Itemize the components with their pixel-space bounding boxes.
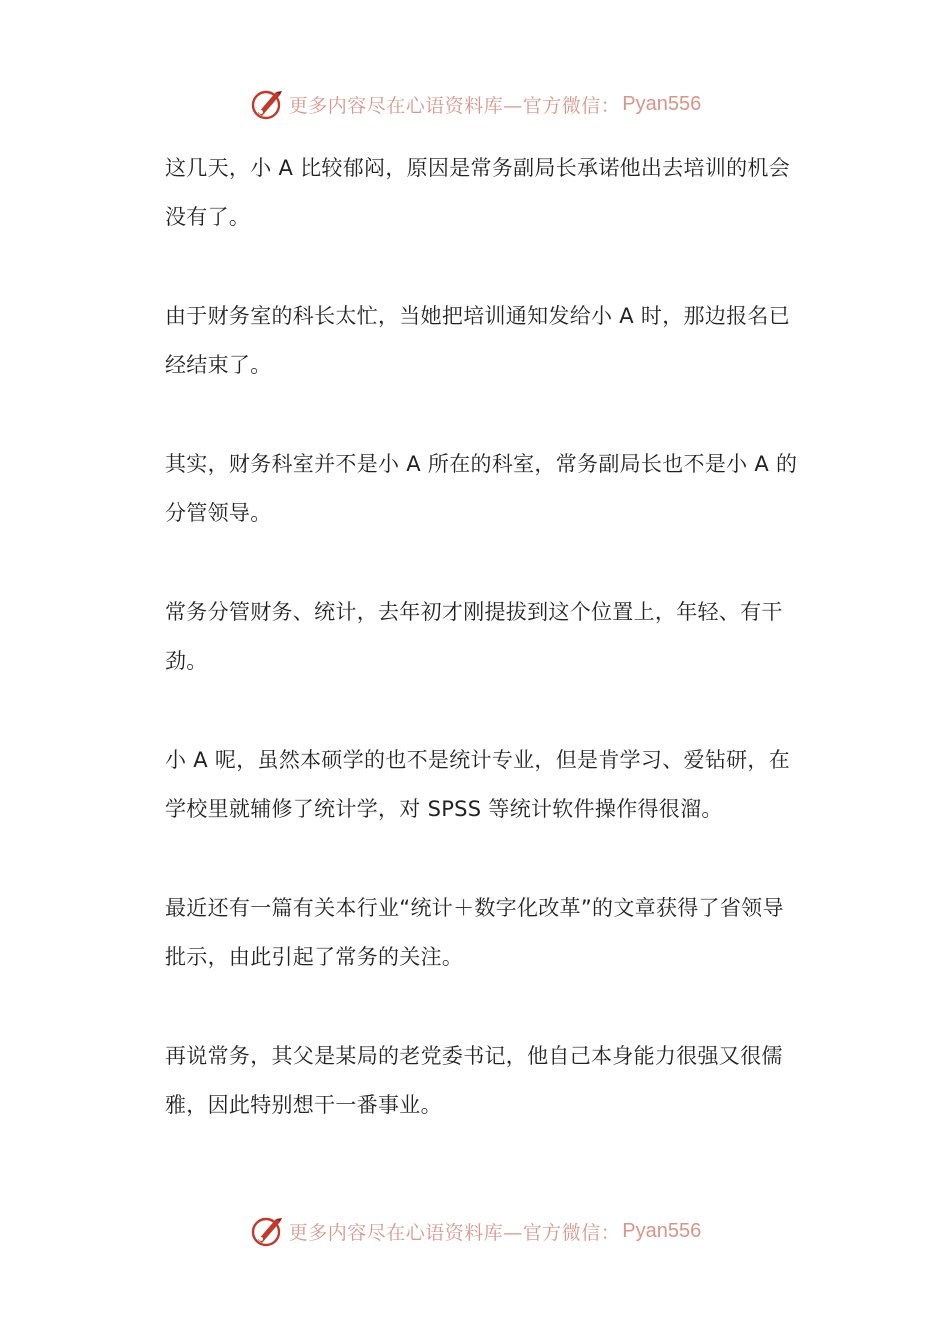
watermark-wechat-id: Pyan556 [622,1219,702,1242]
paragraph-3: 其实，财务科室并不是小 A 所在的科室，常务副局长也不是小 A 的分管领导。 [165,452,798,525]
paragraph-5: 小 A 呢，虽然本硕学的也不是统计专业，但是肯学习、爱钻研，在学校里就辅修了统计学，对 SPSS 等统计软件操作得很溜。 [165,748,791,821]
paragraph-7: 再说常务，其父是某局的老党委书记，他自己本身能力很强又很儒雅，因此特别想干一番事业。 [165,1044,783,1117]
article-body [165,144,805,1180]
watermark-text: 更多内容尽在心语资料库—官方微信： [288,1221,621,1244]
watermark-text: 更多内容尽在心语资料库—官方微信： [288,94,621,117]
pen-logo-icon [249,86,285,122]
watermark-header [0,84,950,124]
pen-logo-icon [249,1213,285,1249]
paragraph-4: 常务分管财务、统计，去年初才刚提拔到这个位置上，年轻、有干劲。 [165,600,783,673]
paragraph-6: 最近还有一篇有关本行业“统计＋数字化改革”的文章获得了省领导批示，由此引起了常务的关注。 [165,896,784,969]
watermark-footer [0,1211,950,1251]
paragraph-1: 这几天，小 A 比较郁闷，原因是常务副局长承诺他出去培训的机会没有了。 [165,156,791,229]
paragraph-2: 由于财务室的科长太忙，当她把培训通知发给小 A 时，那边报名已经结束了。 [165,304,791,377]
watermark-wechat-id: Pyan556 [622,92,702,115]
